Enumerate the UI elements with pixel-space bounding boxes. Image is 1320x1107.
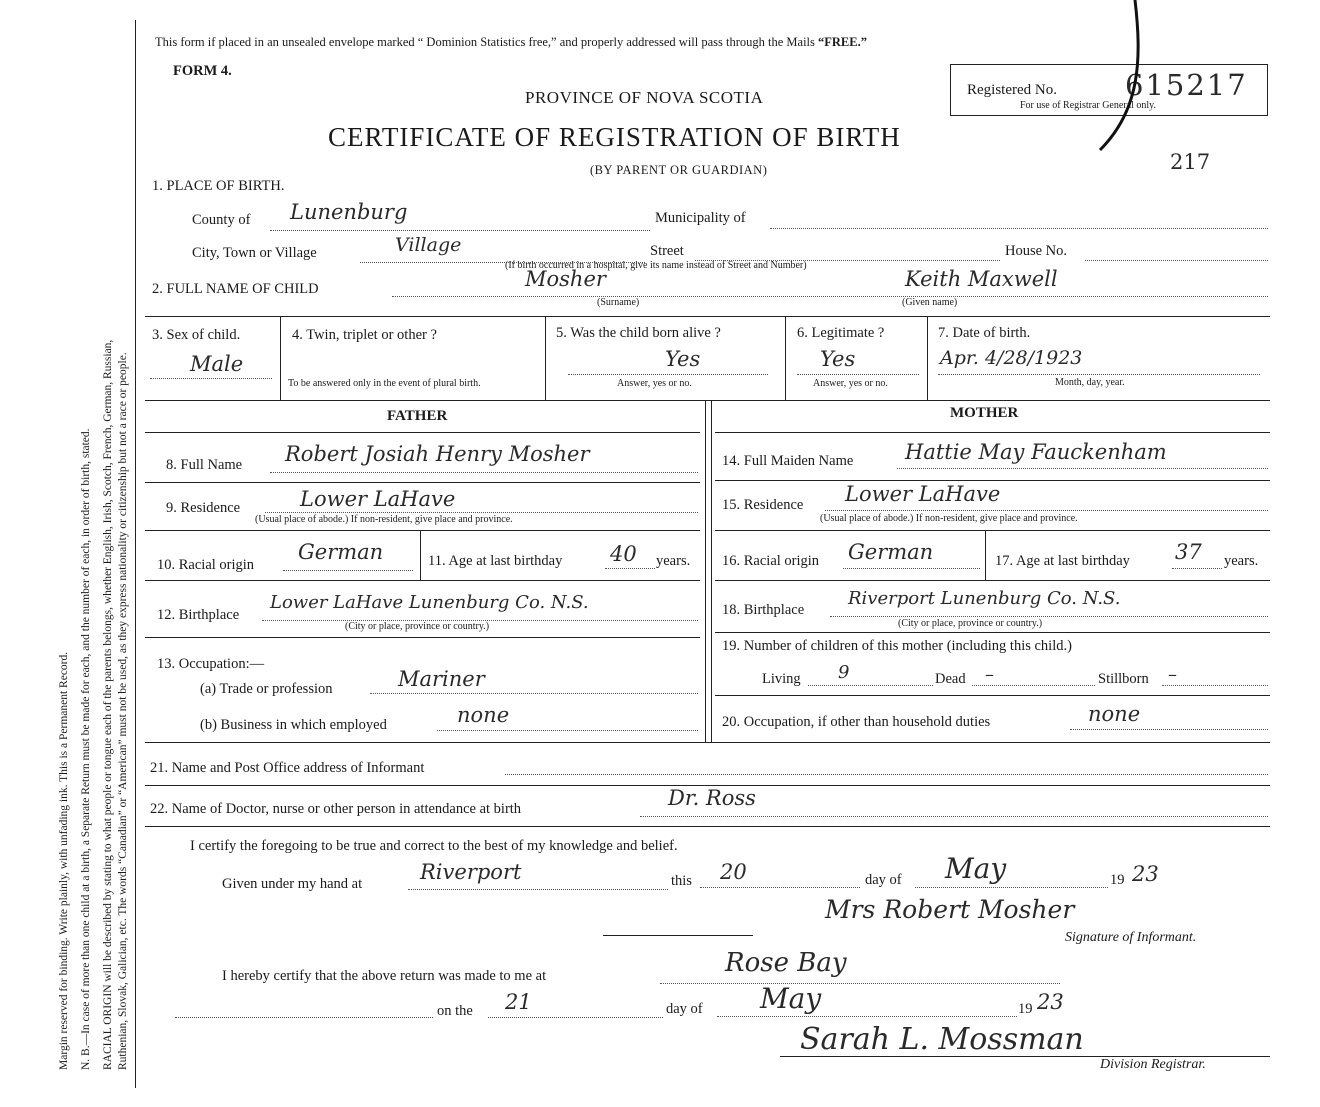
province-heading: PROVINCE OF NOVA SCOTIA <box>525 88 764 107</box>
mother-dead-label: Dead <box>935 671 966 687</box>
father-row-9-border <box>145 530 700 531</box>
doctor-line <box>640 816 1268 817</box>
row3-divider-1 <box>280 316 281 400</box>
mother-name-line <box>897 468 1268 469</box>
row3-top-border <box>145 316 1270 317</box>
legitimate-line <box>797 374 919 375</box>
mother-name-label: 14. Full Maiden Name <box>722 453 854 469</box>
mother-occupation-line <box>1070 729 1268 730</box>
house-label: House No. <box>1005 243 1068 259</box>
father-birthplace-note: (City or place, province or country.) <box>345 621 490 632</box>
registered-secondary-number: 217 <box>1170 150 1211 174</box>
mother-dead-value: – <box>985 664 994 685</box>
child-name-line <box>392 296 1268 297</box>
house-line <box>1085 260 1268 261</box>
page-subtitle: (BY PARENT OR GUARDIAN) <box>590 163 768 177</box>
row3-bottom-border <box>145 400 1270 401</box>
mother-birthplace-note: (City or place, province or country.) <box>898 618 1043 629</box>
registered-number: 615217 <box>1125 68 1248 102</box>
city-value: Village <box>395 234 462 256</box>
center-divider-b <box>711 400 712 742</box>
cert-month-value: May <box>945 852 1007 885</box>
center-divider-a <box>705 400 706 742</box>
informant-line <box>505 774 1268 775</box>
mother-birthplace-value: Riverport Lunenburg Co. N.S. <box>848 588 1121 609</box>
sex-line <box>150 378 272 379</box>
given-place-line <box>408 889 668 890</box>
city-label: City, Town or Village <box>192 245 317 261</box>
twin-label: 4. Twin, triplet or other ? <box>292 327 437 343</box>
father-name-value: Robert Josiah Henry Mosher <box>285 442 590 466</box>
father-race-line <box>283 570 413 571</box>
father-birthplace-label: 12. Birthplace <box>157 607 240 623</box>
registrar-year-value: 23 <box>1037 990 1064 1014</box>
registrar-place-line <box>660 983 1060 984</box>
registrar-month-value: May <box>760 982 822 1015</box>
father-row-8-border <box>145 482 700 483</box>
cert-year-prefix: 19 <box>1110 872 1125 888</box>
place-of-birth-heading: 1. PLACE OF BIRTH. <box>152 178 285 194</box>
mother-row-18-border <box>715 632 1270 633</box>
father-business-value: none <box>457 703 510 727</box>
binding-margin-line <box>135 20 136 1088</box>
mother-age-value: 37 <box>1175 540 1202 564</box>
doctor-value: Dr. Ross <box>668 786 756 810</box>
top-notice-free: “FREE.” <box>818 35 867 49</box>
alive-value: Yes <box>665 347 701 371</box>
nb-note: N. B.—In case of more than one child at a birth, a Separate Return must be made for each, and the number of each, in order of birth, stated. <box>80 428 92 1070</box>
mother-living-value: 9 <box>838 662 850 683</box>
municipality-label: Municipality of <box>655 210 746 226</box>
mother-residence-line <box>825 510 1268 511</box>
alive-note: Answer, yes or no. <box>617 378 692 389</box>
doctor-label: 22. Name of Doctor, nurse or other person in attendance at birth <box>150 801 522 817</box>
father-residence-value: Lower LaHave <box>300 487 456 511</box>
signature-blank-line <box>603 935 753 936</box>
county-value: Lunenburg <box>290 200 408 224</box>
child-given-caption: (Given name) <box>902 297 958 308</box>
mother-heading: MOTHER <box>950 405 1019 421</box>
street-label: Street <box>650 243 684 259</box>
dob-line <box>938 374 1260 375</box>
child-given-name: Keith Maxwell <box>905 267 1058 291</box>
municipality-line <box>770 228 1268 229</box>
father-age-line <box>605 568 655 569</box>
margin-note: Margin reserved for binding. Write plainly, with unfading ink. This is a Permanent Record. <box>58 651 70 1070</box>
mother-stillborn-label: Stillborn <box>1098 671 1149 687</box>
registrar-signature-caption: Division Registrar. <box>1100 1057 1206 1072</box>
mother-living-line <box>808 685 933 686</box>
father-race-divider <box>420 530 421 580</box>
father-name-line <box>270 472 698 473</box>
racial-origin-note-1: RACIAL ORIGIN will be described by stating to what people or tongue each of the parents belongs, whether English, Irish, Scotch, French, German, Russian, <box>102 339 114 1070</box>
mother-residence-label: 15. Residence <box>722 497 804 513</box>
registered-label: Registered No. <box>967 82 1057 98</box>
father-race-label: 10. Racial origin <box>157 557 255 573</box>
sex-label: 3. Sex of child. <box>152 327 241 343</box>
child-surname-caption: (Surname) <box>597 297 640 308</box>
father-age-unit: years. <box>656 553 691 569</box>
cert-day-of-label: day of <box>865 872 902 888</box>
informant-label: 21. Name and Post Office address of Informant <box>150 760 425 776</box>
registrar-signature: Sarah L. Mossman <box>800 1022 1084 1057</box>
father-business-label: (b) Business in which employed <box>200 717 387 733</box>
top-notice-text: This form if placed in an unsealed envelope marked “ Dominion Statistics free,” and properly addressed will pass through the Mails <box>155 35 815 49</box>
top-notice <box>155 35 867 50</box>
father-name-label: 8. Full Name <box>166 457 243 473</box>
alive-label: 5. Was the child born alive ? <box>556 325 721 341</box>
dob-note: Month, day, year. <box>1055 377 1125 388</box>
mother-children-label: 19. Number of children of this mother (including this child.) <box>722 638 1072 654</box>
cert-day-line <box>700 887 860 888</box>
row22-border <box>145 826 1270 827</box>
informant-signature: Mrs Robert Mosher <box>825 895 1075 924</box>
father-residence-note: (Usual place of abode.) If non-resident, give place and province. <box>255 514 513 525</box>
mother-race-label: 16. Racial origin <box>722 553 820 569</box>
row3-divider-3 <box>785 316 786 400</box>
mother-birthplace-line <box>830 616 1268 617</box>
father-residence-line <box>265 512 698 513</box>
this-label: this <box>671 873 692 889</box>
cert-year-value: 23 <box>1132 862 1159 886</box>
father-trade-label: (a) Trade or profession <box>200 681 333 697</box>
legitimate-note: Answer, yes or no. <box>813 378 888 389</box>
registrar-day-value: 21 <box>505 990 532 1014</box>
mother-row-19-border <box>715 695 1270 696</box>
mother-stillborn-line <box>1162 685 1268 686</box>
informant-signature-caption: Signature of Informant. <box>1065 930 1197 945</box>
child-name-label: 2. FULL NAME OF CHILD <box>152 281 319 297</box>
father-residence-label: 9. Residence <box>166 500 241 516</box>
registrar-on-the-label: on the <box>437 1003 473 1019</box>
certification-statement: I certify the foregoing to be true and correct to the best of my knowledge and belief. <box>190 838 678 854</box>
row3-divider-2 <box>545 316 546 400</box>
twin-note: To be answered only in the event of plural birth. <box>288 378 481 389</box>
dob-value: Apr. 4/28/1923 <box>940 347 1083 369</box>
registrar-day-line <box>488 1017 663 1018</box>
dob-label: 7. Date of birth. <box>938 325 1031 341</box>
mother-birthplace-label: 18. Birthplace <box>722 602 805 618</box>
county-line <box>270 230 650 231</box>
father-race-value: German <box>298 540 384 564</box>
legitimate-label: 6. Legitimate ? <box>797 325 885 341</box>
mother-race-value: German <box>848 540 934 564</box>
father-row-12-border <box>145 637 700 638</box>
child-surname: Mosher <box>525 267 606 291</box>
father-heading: FATHER <box>387 408 448 424</box>
mother-age-line <box>1172 568 1222 569</box>
form-number: FORM 4. <box>173 63 232 79</box>
father-age-value: 40 <box>610 542 637 566</box>
county-label: County of <box>192 212 251 228</box>
pen-stroke-mark <box>1080 0 1160 180</box>
registered-note: For use of Registrar General only. <box>1020 100 1156 111</box>
father-row-10-border <box>145 580 700 581</box>
mother-dead-line <box>972 685 1095 686</box>
registrar-lead-line <box>175 1017 433 1018</box>
page-title: CERTIFICATE OF REGISTRATION OF BIRTH <box>328 122 901 152</box>
father-heading-line <box>145 432 700 433</box>
mother-race-line <box>843 568 980 569</box>
row3-divider-4 <box>927 316 928 400</box>
mother-race-divider <box>985 530 986 580</box>
alive-line <box>568 374 768 375</box>
registrar-month-line <box>717 1016 1017 1017</box>
father-trade-value: Mariner <box>398 667 485 691</box>
given-place-value: Riverport <box>420 860 522 884</box>
father-trade-line <box>370 693 698 694</box>
mother-living-label: Living <box>762 671 801 687</box>
mother-name-value: Hattie May Fauckenham <box>905 440 1167 464</box>
father-occupation-label: 13. Occupation:— <box>157 656 265 672</box>
father-business-line <box>437 730 698 731</box>
mother-row-16-border <box>715 580 1270 581</box>
registrar-day-of-label: day of <box>666 1001 703 1017</box>
sex-value: Male <box>190 352 244 376</box>
registrar-statement: I hereby certify that the above return was made to me at <box>222 968 547 984</box>
mother-stillborn-value: – <box>1168 664 1177 685</box>
cert-month-line <box>915 887 1108 888</box>
father-age-label: 11. Age at last birthday <box>428 553 563 569</box>
legitimate-value: Yes <box>820 347 856 371</box>
mother-residence-note: (Usual place of abode.) If non-resident, give place and province. <box>820 513 1078 524</box>
racial-origin-note-2: Ruthenian, Slovak, Galician, etc. The words “Canadian” or “American” must not be used, as they express nationality or citizenship but not a race or people. <box>117 352 129 1070</box>
mother-age-label: 17. Age at last birthday <box>995 553 1130 569</box>
given-under-label: Given under my hand at <box>222 876 363 892</box>
registrar-year-prefix: 19 <box>1018 1001 1033 1017</box>
mother-heading-line <box>715 432 1270 433</box>
registrar-place-value: Rose Bay <box>725 948 847 978</box>
mother-age-unit: years. <box>1224 553 1259 569</box>
mother-row-15-border <box>715 530 1270 531</box>
mother-residence-value: Lower LaHave <box>845 482 1001 506</box>
mother-occupation-label: 20. Occupation, if other than household duties <box>722 714 991 730</box>
cert-day-value: 20 <box>720 860 747 884</box>
mother-row-14-border <box>715 480 1270 481</box>
mother-occupation-value: none <box>1088 702 1141 726</box>
hospital-note: (If birth occurred in a hospital, give its name instead of Street and Number) <box>505 260 807 271</box>
panels-bottom-border <box>145 742 1270 743</box>
father-birthplace-value: Lower LaHave Lunenburg Co. N.S. <box>270 592 589 613</box>
